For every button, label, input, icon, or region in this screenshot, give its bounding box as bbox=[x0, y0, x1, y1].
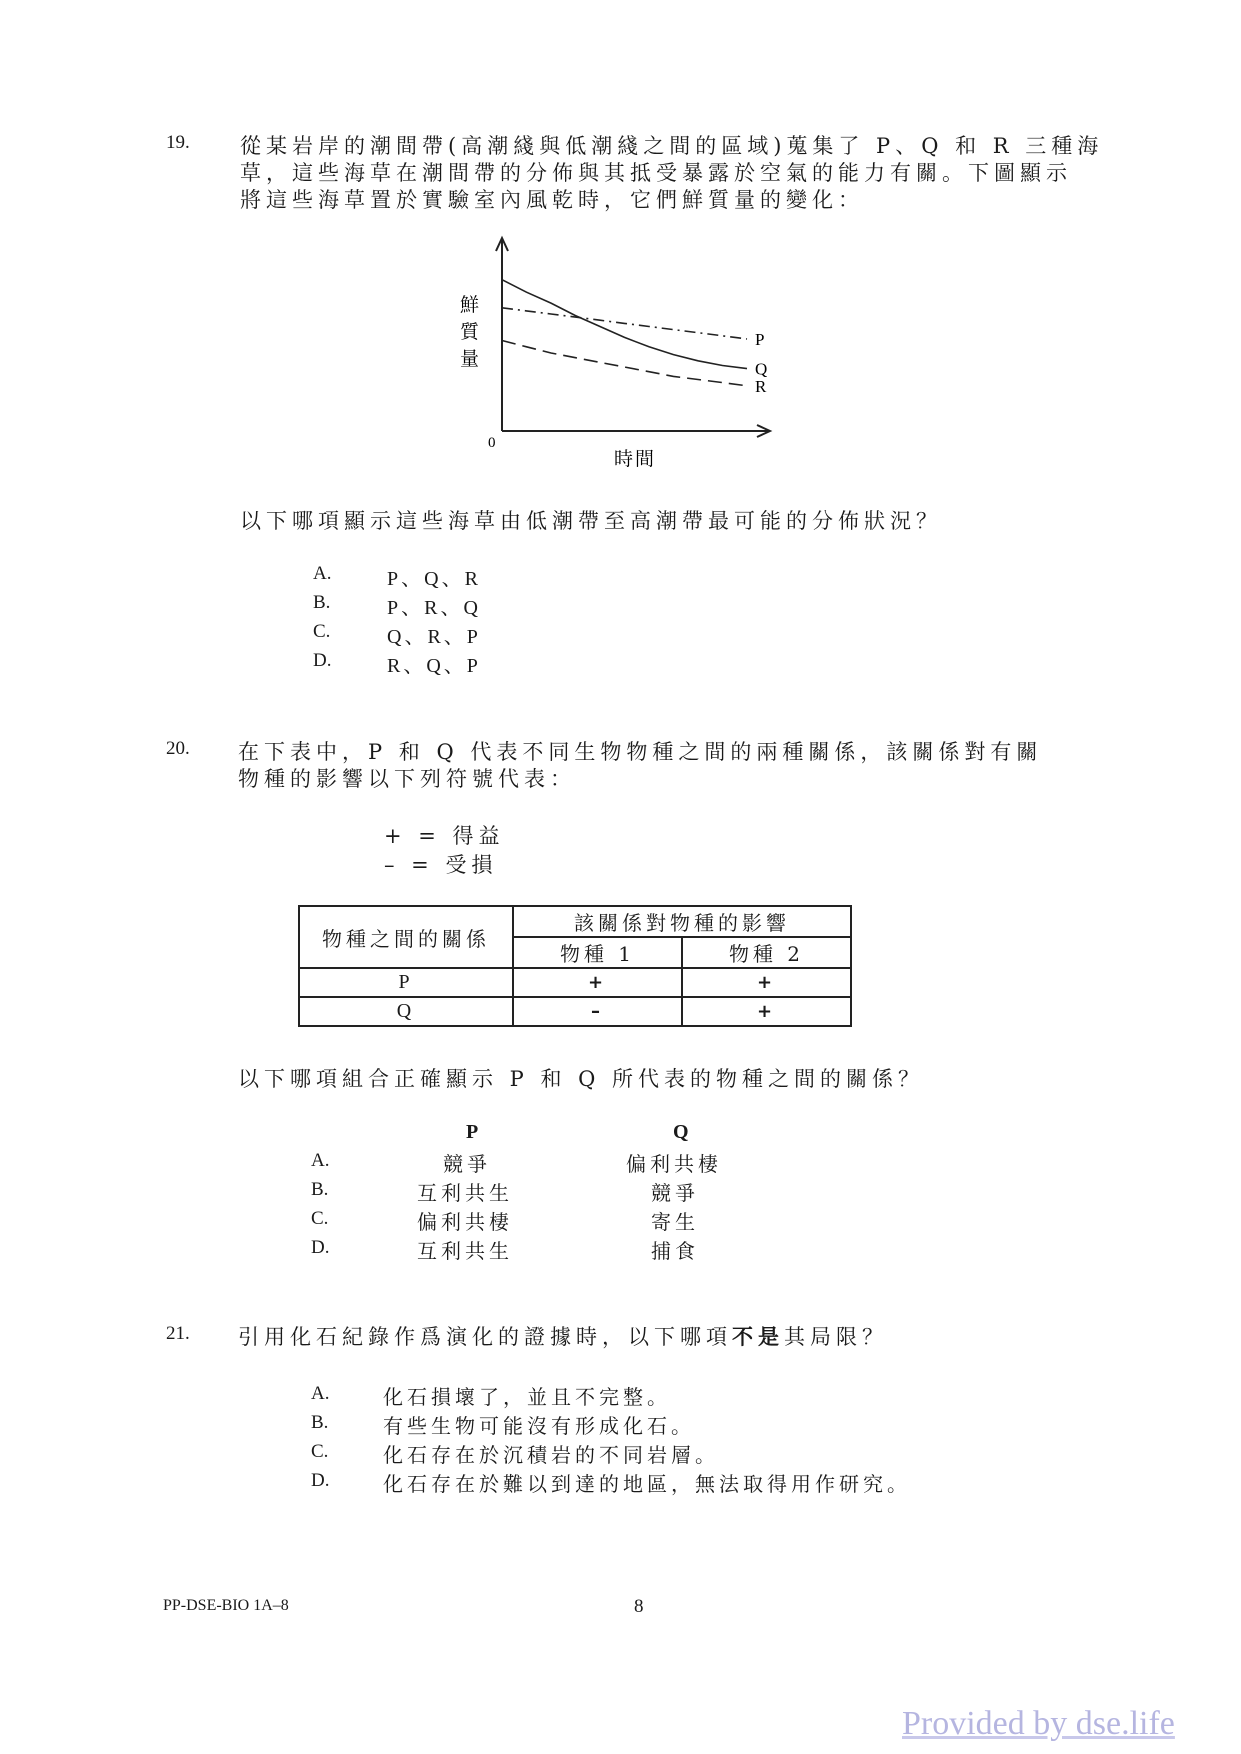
q21-option-d-letter: D. bbox=[311, 1470, 330, 1491]
q20-legend-plus: + = 得益 bbox=[384, 824, 505, 848]
q19-number: 19. bbox=[166, 132, 190, 153]
q19-option-a-text: P、Q、R bbox=[387, 568, 481, 590]
q20-col-p: P bbox=[466, 1121, 479, 1143]
q21-option-a-letter: A. bbox=[311, 1383, 330, 1404]
q19-option-b-letter: B. bbox=[313, 592, 331, 613]
page-number: 8 bbox=[634, 1596, 644, 1617]
q21-question-post: 其局限？ bbox=[784, 1325, 888, 1349]
q20-line-2: 物種的影響以下列符號代表： bbox=[238, 767, 576, 791]
table-header-relationship: 物種之間的關係 bbox=[299, 906, 513, 968]
q20-option-d-letter: D. bbox=[311, 1237, 330, 1258]
table-row-label: Q bbox=[299, 997, 513, 1026]
q20-question: 以下哪項組合正確顯示 P 和 Q 所代表的物種之間的關係？ bbox=[238, 1067, 925, 1091]
series-label-r: R bbox=[755, 376, 767, 396]
watermark-link[interactable]: Provided by dse.life bbox=[902, 1705, 1175, 1742]
series-line-p bbox=[502, 308, 747, 339]
q19-line-1: 從某岩岸的潮間帶(高潮綫與低潮綫之間的區域)蒐集了 P、Q 和 R 三種海 bbox=[240, 134, 1104, 158]
series-label-p: P bbox=[755, 329, 765, 349]
q20-option-d-q: 捕食 bbox=[651, 1239, 699, 1263]
q20-option-a-p: 競爭 bbox=[443, 1152, 491, 1176]
q19-option-b-text: P、R、Q bbox=[387, 597, 481, 619]
table-row bbox=[299, 968, 851, 997]
q21-option-c-letter: C. bbox=[311, 1441, 329, 1462]
q19-option-c-letter: C. bbox=[313, 621, 331, 642]
series-label-q: Q bbox=[755, 359, 768, 379]
q21-option-a-text: 化石損壞了，並且不完整。 bbox=[383, 1385, 671, 1409]
q20-option-b-q: 競爭 bbox=[651, 1181, 699, 1205]
y-axis-label: 鮮質量 bbox=[460, 295, 480, 370]
q20-number: 20. bbox=[166, 738, 190, 759]
origin-label: 0 bbox=[488, 435, 496, 451]
table-header-effect: 該關係對物種的影響 bbox=[513, 906, 851, 937]
q19-line-2: 草，這些海草在潮間帶的分佈與其抵受暴露於空氣的能力有關。下圖顯示 bbox=[240, 161, 1072, 185]
q19-option-d-letter: D. bbox=[313, 650, 332, 671]
q20-legend-minus: – = 受損 bbox=[384, 853, 498, 877]
q20-option-b-letter: B. bbox=[311, 1179, 329, 1200]
q20-col-q: Q bbox=[673, 1121, 689, 1143]
q21-question bbox=[238, 1321, 888, 1351]
q21-option-b-text: 有些生物可能沒有形成化石。 bbox=[383, 1414, 695, 1438]
q21-question-bold: 不是 bbox=[732, 1324, 784, 1349]
x-axis-label: 時間 bbox=[614, 449, 657, 470]
q20-option-c-p: 偏利共棲 bbox=[417, 1210, 513, 1234]
relationship-table bbox=[298, 905, 852, 1027]
table-header-species-1: 物種 1 bbox=[513, 937, 682, 968]
q20-option-c-q: 寄生 bbox=[651, 1210, 699, 1234]
q20-option-d-p: 互利共生 bbox=[417, 1239, 513, 1263]
chart-axes bbox=[496, 238, 770, 437]
q19-option-c-text: Q、R、P bbox=[387, 626, 481, 648]
q20-option-b-p: 互利共生 bbox=[417, 1181, 513, 1205]
q19-option-d-text: R、Q、P bbox=[387, 655, 481, 677]
q19-option-a-letter: A. bbox=[313, 563, 332, 584]
table-header-species-2: 物種 2 bbox=[682, 937, 851, 968]
table-cell-species-1: + bbox=[513, 968, 682, 997]
table-row bbox=[299, 997, 851, 1026]
table-cell-species-2: + bbox=[682, 968, 851, 997]
q20-option-c-letter: C. bbox=[311, 1208, 329, 1229]
q21-number: 21. bbox=[166, 1323, 190, 1344]
q21-option-d-text: 化石存在於難以到達的地區，無法取得用作研究。 bbox=[383, 1472, 911, 1496]
q21-question-pre: 引用化石紀錄作爲演化的證據時，以下哪項 bbox=[238, 1325, 732, 1349]
q21-option-b-letter: B. bbox=[311, 1412, 329, 1433]
q19-line-3: 將這些海草置於實驗室內風乾時，它們鮮質量的變化： bbox=[240, 188, 864, 212]
fresh-mass-chart bbox=[430, 235, 790, 475]
chart-lines bbox=[502, 280, 747, 386]
q19-question: 以下哪項顯示這些海草由低潮帶至高潮帶最可能的分佈狀況？ bbox=[240, 509, 942, 533]
footer-paper-code: PP-DSE-BIO 1A–8 bbox=[163, 1597, 289, 1614]
q20-option-a-letter: A. bbox=[311, 1150, 330, 1171]
q20-line-1: 在下表中，P 和 Q 代表不同生物物種之間的兩種關係，該關係對有關 bbox=[238, 740, 1043, 764]
q20-option-a-q: 偏利共棲 bbox=[626, 1152, 722, 1176]
table-cell-species-1: – bbox=[513, 997, 682, 1026]
table-cell-species-2: + bbox=[682, 997, 851, 1026]
q21-option-c-text: 化石存在於沉積岩的不同岩層。 bbox=[383, 1443, 719, 1467]
table-row-label: P bbox=[299, 968, 513, 997]
